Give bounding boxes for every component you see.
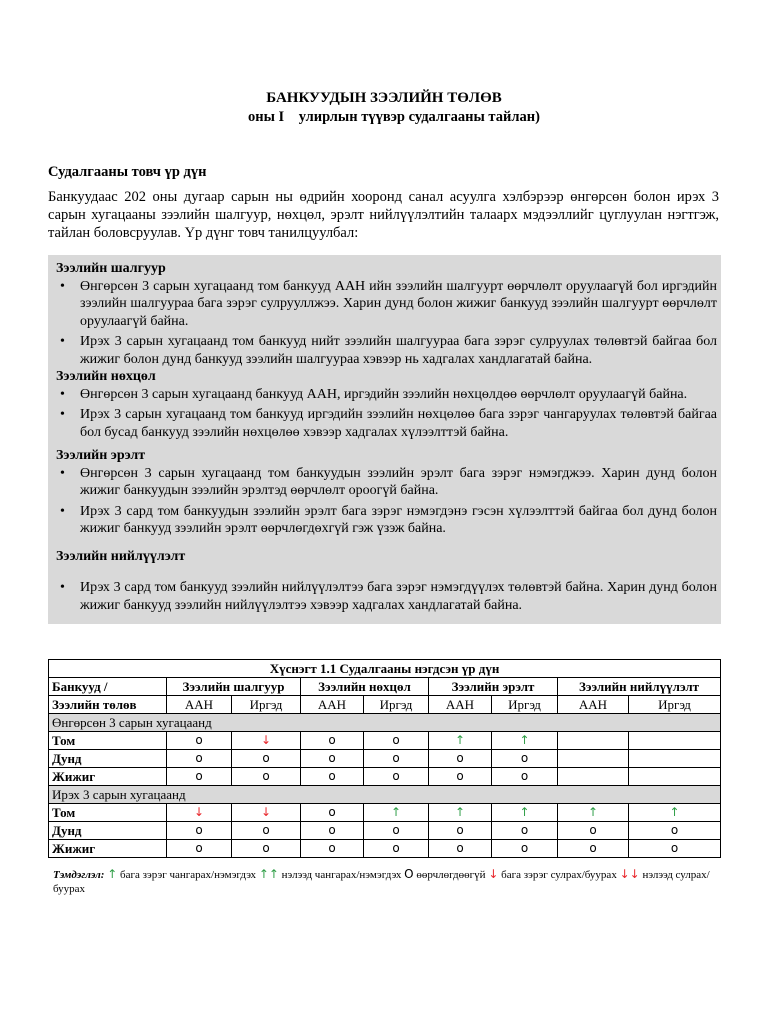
status-cell: o: [492, 750, 558, 768]
list-item: • Өнгөрсөн 3 сарын хугацаанд том банкуудын зээлийн эрэлт бага зэрэг нэмэгджээ. Харин дунд болон жижиг банкуудын зээлийн эрэлтэд өөрчлөлт ороогүй байна.: [80, 465, 717, 500]
group-header-demand: Зээлийн эрэлт: [429, 678, 558, 696]
section-criteria-title: Зээлийн шалгуур: [56, 261, 166, 276]
status-cell: o: [558, 840, 629, 858]
status-cell: ↓: [232, 804, 301, 822]
period-past: Өнгөрсөн 3 сарын хугацаанд: [49, 714, 721, 732]
status-cell: o: [364, 822, 429, 840]
intro-paragraph: Банкуудаас 202 оны дугаар сарын ны өдрийн хооронд санал асуулга хэлбэрээр өнгөрсөн болон ирэх 3 сарын хугацааны зээлийн шалгуур, нөхцөл, эрэлт нийлүүлэлтийн талаарх мэдээллийг цуглуулан нэгтгэж, тайлан боловсруулав. Үр дүнг товч танилцуулбал:: [48, 189, 719, 241]
status-cell: ↑: [492, 804, 558, 822]
section-demand-list: [56, 465, 717, 538]
status-cell: o: [167, 768, 232, 786]
results-table: [48, 659, 721, 858]
status-cell: o: [629, 840, 721, 858]
legend-text: бага зэрэг сулрах/буурах: [501, 869, 617, 881]
status-cell: o: [167, 840, 232, 858]
list-item: • Ирэх 3 сард том банкууд зээлийн нийлүүлэлтээ бага зэрэг нэмэгдүүлэх төлөвтэй байна. Харин дунд болон жижиг банкууд зээлийн нийлүүлэлтээ хэвээр хадгалах хандлагатай байна.: [80, 579, 717, 614]
subheader-cell: ААН: [167, 696, 232, 714]
legend-text: өөрчлөгдөөгүй: [416, 869, 486, 881]
arrow-up-icon: ↑: [107, 867, 118, 881]
section-terms-list: [56, 386, 717, 442]
status-cell: o: [301, 822, 364, 840]
group-header-supply: Зээлийн нийлүүлэлт: [558, 678, 721, 696]
status-cell: o: [429, 822, 492, 840]
status-cell: o: [232, 768, 301, 786]
corner-label-status: Зээлийн төлөв: [49, 696, 167, 714]
table-row: [49, 768, 721, 786]
subheader-cell: ААН: [429, 696, 492, 714]
status-cell: o: [232, 750, 301, 768]
status-cell: o: [167, 750, 232, 768]
status-cell: ↑: [364, 804, 429, 822]
subheader-cell: Иргэд: [492, 696, 558, 714]
status-cell: o: [492, 822, 558, 840]
group-header-terms: Зээлийн нөхцөл: [301, 678, 429, 696]
table-caption: Хүснэгт 1.1 Судалгааны нэгдсэн үр дүн: [49, 660, 721, 678]
status-cell: o: [167, 822, 232, 840]
legend-title: Тэмдэглэл:: [53, 869, 105, 881]
section-demand-title: Зээлийн эрэлт: [56, 448, 146, 463]
status-cell: [629, 768, 721, 786]
bank-label: Жижиг: [49, 768, 167, 786]
status-cell: [629, 732, 721, 750]
double-arrow-down-icon: ↓↓: [619, 867, 640, 881]
table-row: [49, 822, 721, 840]
status-cell: o: [558, 822, 629, 840]
status-cell: [558, 732, 629, 750]
status-cell: o: [492, 768, 558, 786]
list-item: • Ирэх 3 сарын хугацаанд том банкууд иргэдийн зээлийн нөхцөлөө бага зэрэг чангаруулах төлөвтэй байгаа бол бусад банкууд зээлийн нөхцөлөө хэвээр хадгалах хүлээлттэй байна.: [80, 406, 717, 441]
status-cell: o: [364, 732, 429, 750]
table-row: [49, 750, 721, 768]
status-cell: o: [301, 732, 364, 750]
status-cell: o: [301, 840, 364, 858]
status-cell: o: [629, 822, 721, 840]
period-next: Ирэх 3 сарын хугацаанд: [49, 786, 721, 804]
status-cell: ↑: [629, 804, 721, 822]
legend-text: бага зэрэг чангарах/нэмэгдэх: [120, 869, 257, 881]
status-cell: o: [429, 768, 492, 786]
status-cell: o: [167, 732, 232, 750]
status-cell: ↓: [232, 732, 301, 750]
status-cell: o: [429, 750, 492, 768]
list-item: • Өнгөрсөн 3 сарын хугацаанд том банкууд ААН ийн зээлийн шалгуурт өөрчлөлт оруулаагүй бол иргэдийн зээлийн шалгуураа бага зэрэг сулрууллжээ. Харин дунд болон жижиг банкууд зээлийн шалгуурт өөрчлөлт оруулаагүй байна.: [80, 278, 717, 331]
table-row: [49, 732, 721, 750]
status-cell: o: [232, 822, 301, 840]
subheader-cell: Иргэд: [232, 696, 301, 714]
status-cell: [629, 750, 721, 768]
status-cell: ↑: [558, 804, 629, 822]
arrow-down-icon: ↓: [488, 867, 499, 881]
status-cell: [558, 750, 629, 768]
status-cell: o: [364, 768, 429, 786]
circle-icon: O: [404, 867, 414, 881]
bank-label: Том: [49, 804, 167, 822]
table-row: [49, 840, 721, 858]
legend-text: нэлээд сулрах/буурах: [53, 869, 710, 895]
report-title: БАНКУУДЫН ЗЭЭЛИЙН ТӨЛӨВ: [266, 90, 502, 106]
subheader-cell: Иргэд: [629, 696, 721, 714]
bank-label: Том: [49, 732, 167, 750]
section-supply-list: [56, 579, 717, 614]
double-arrow-up-icon: ↑↑: [258, 867, 279, 881]
bank-label: Дунд: [49, 750, 167, 768]
subheader-cell: ААН: [301, 696, 364, 714]
subheader-cell: Иргэд: [364, 696, 429, 714]
summary-heading: Судалгааны товч үр дүн: [48, 164, 207, 180]
bank-label: Дунд: [49, 822, 167, 840]
list-item: • Өнгөрсөн 3 сарын хугацаанд банкууд ААН, иргэдийн зээлийн нөхцөлдөө өөрчлөлт оруулаагүй байна.: [80, 386, 717, 404]
status-cell: o: [232, 840, 301, 858]
group-header-criteria: Зээлийн шалгуур: [167, 678, 301, 696]
status-cell: o: [429, 840, 492, 858]
status-cell: ↑: [492, 732, 558, 750]
summary-box: [48, 255, 721, 624]
status-cell: o: [301, 768, 364, 786]
subheader-cell: ААН: [558, 696, 629, 714]
status-cell: ↑: [429, 732, 492, 750]
status-cell: o: [301, 804, 364, 822]
bank-label: Жижиг: [49, 840, 167, 858]
corner-label-banks: Банкууд /: [49, 678, 167, 696]
status-cell: ↓: [167, 804, 232, 822]
table-row: [49, 804, 721, 822]
section-supply-title: Зээлийн нийлүүлэлт: [56, 548, 186, 564]
section-terms-title: Зээлийн нөхцөл: [56, 369, 156, 384]
section-criteria-list: [56, 278, 717, 369]
status-cell: o: [492, 840, 558, 858]
status-cell: [558, 768, 629, 786]
legend-text: нэлээд чангарах/нэмэгдэх: [281, 869, 402, 881]
report-subtitle: оны I улирлын түүвэр судалгааны тайлан): [248, 109, 540, 125]
list-item: • Ирэх 3 сард том банкуудын зээлийн эрэлт бага зэрэг нэмэгдэнэ гэсэн хүлээлттэй байгаа бол дунд болон жижиг банкууд зээлийн эрэлт өөрчлөгдөхгүй гэж үзэж байна.: [80, 503, 717, 538]
table-legend: [53, 867, 718, 896]
status-cell: o: [364, 750, 429, 768]
list-item: • Ирэх 3 сарын хугацаанд том банкууд нийт зээлийн шалгуураа бага зэрэг сулруулах төлөвтэй байгаа бол жижиг болон дунд банкууд зээлийн шалгуураа хэвээр нь хадгалах хандлагатай байна.: [80, 333, 717, 368]
status-cell: o: [301, 750, 364, 768]
status-cell: o: [364, 840, 429, 858]
status-cell: ↑: [429, 804, 492, 822]
